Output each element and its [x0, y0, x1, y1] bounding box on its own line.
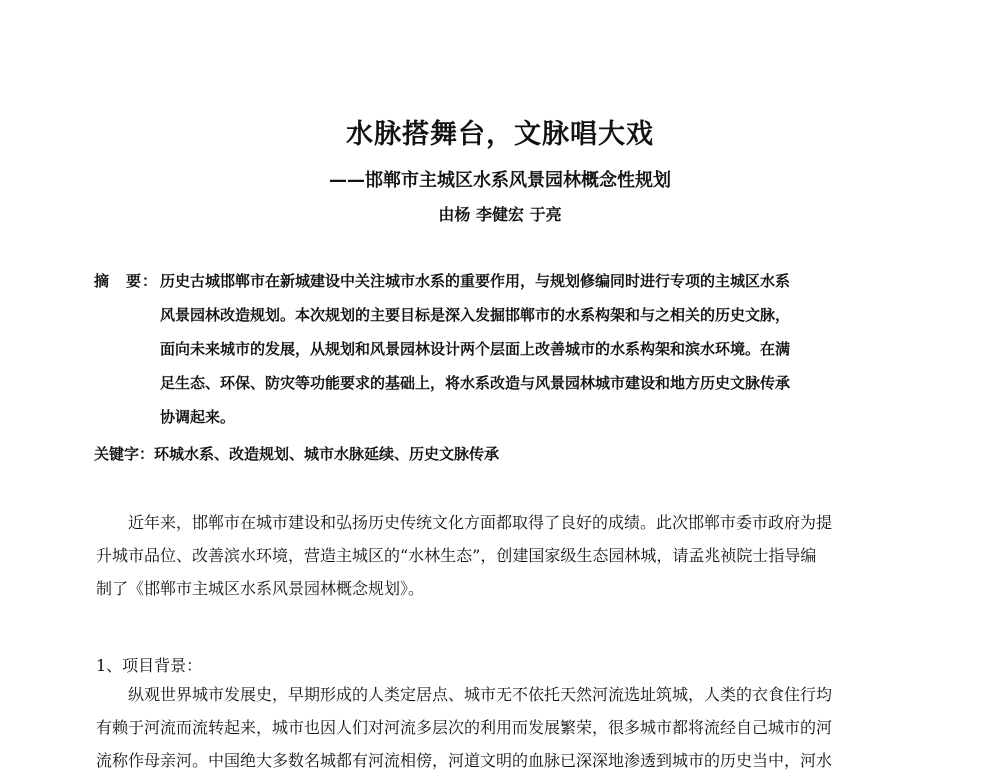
author-line: 由杨 李健宏 于亮	[438, 205, 562, 224]
section-heading: 1、项目背景：	[96, 656, 203, 675]
paragraph-line: 近年来，邯郸市在城市建设和弘扬历史传统文化方面都取得了良好的成绩。此次邯郸市委市政府为提	[128, 513, 833, 532]
background-paragraph	[96, 684, 916, 783]
abstract-line: 历史古城邯郸市在新城建设中关注城市水系的重要作用，与规划修编同时进行专项的主城区水系	[160, 272, 791, 290]
paragraph-line: 纵观世界城市发展史，早期形成的人类定居点、城市无不依托天然河流选址筑城，人类的衣食住行均	[128, 685, 833, 704]
abstract-line: 协调起来。	[160, 408, 236, 426]
paragraph-line: 有赖于河流而流转起来，城市也因人们对河流多层次的利用而发展繁荣，很多城市都将流经自己城市的河	[96, 718, 833, 737]
article-title: 水脉搭舞台，文脉唱大戏	[346, 119, 654, 150]
abstract-label: 摘 要：	[94, 272, 159, 290]
abstract-line: 足生态、环保、防灾等功能要求的基础上，将水系改造与风景园林城市建设和地方历史文脉传承	[160, 374, 791, 392]
abstract-line: 风景园林改造规划。本次规划的主要目标是深入发掘邯郸市的水系构架和与之相关的历史文脉，	[160, 306, 791, 324]
paragraph-line: 制了《邯郸市主城区水系风景园林概念规划》。	[96, 579, 425, 598]
article-subtitle: ——邯郸市主城区水系风景园林概念性规划	[329, 170, 671, 191]
intro-paragraph	[96, 512, 916, 611]
paragraph-line: 升城市品位、改善滨水环境，营造主城区的“水林生态”，创建国家级生态园林城，请孟兆祯院士指导编	[96, 546, 817, 565]
abstract-body	[160, 270, 912, 440]
paragraph-line: 流称作母亲河。中国绝大多数名城都有河流相傍，河道文明的血脉已深深地渗透到城市的历史当中，河水	[96, 751, 833, 770]
keywords-line	[94, 443, 499, 464]
keywords-label: 关键字：	[94, 445, 155, 463]
abstract-line: 面向未来城市的发展，从规划和风景园林设计两个层面上改善城市的水系构架和滨水环境。在满	[160, 340, 791, 358]
keywords-text: 环城水系、改造规划、城市水脉延续、历史文脉传承	[154, 445, 500, 463]
